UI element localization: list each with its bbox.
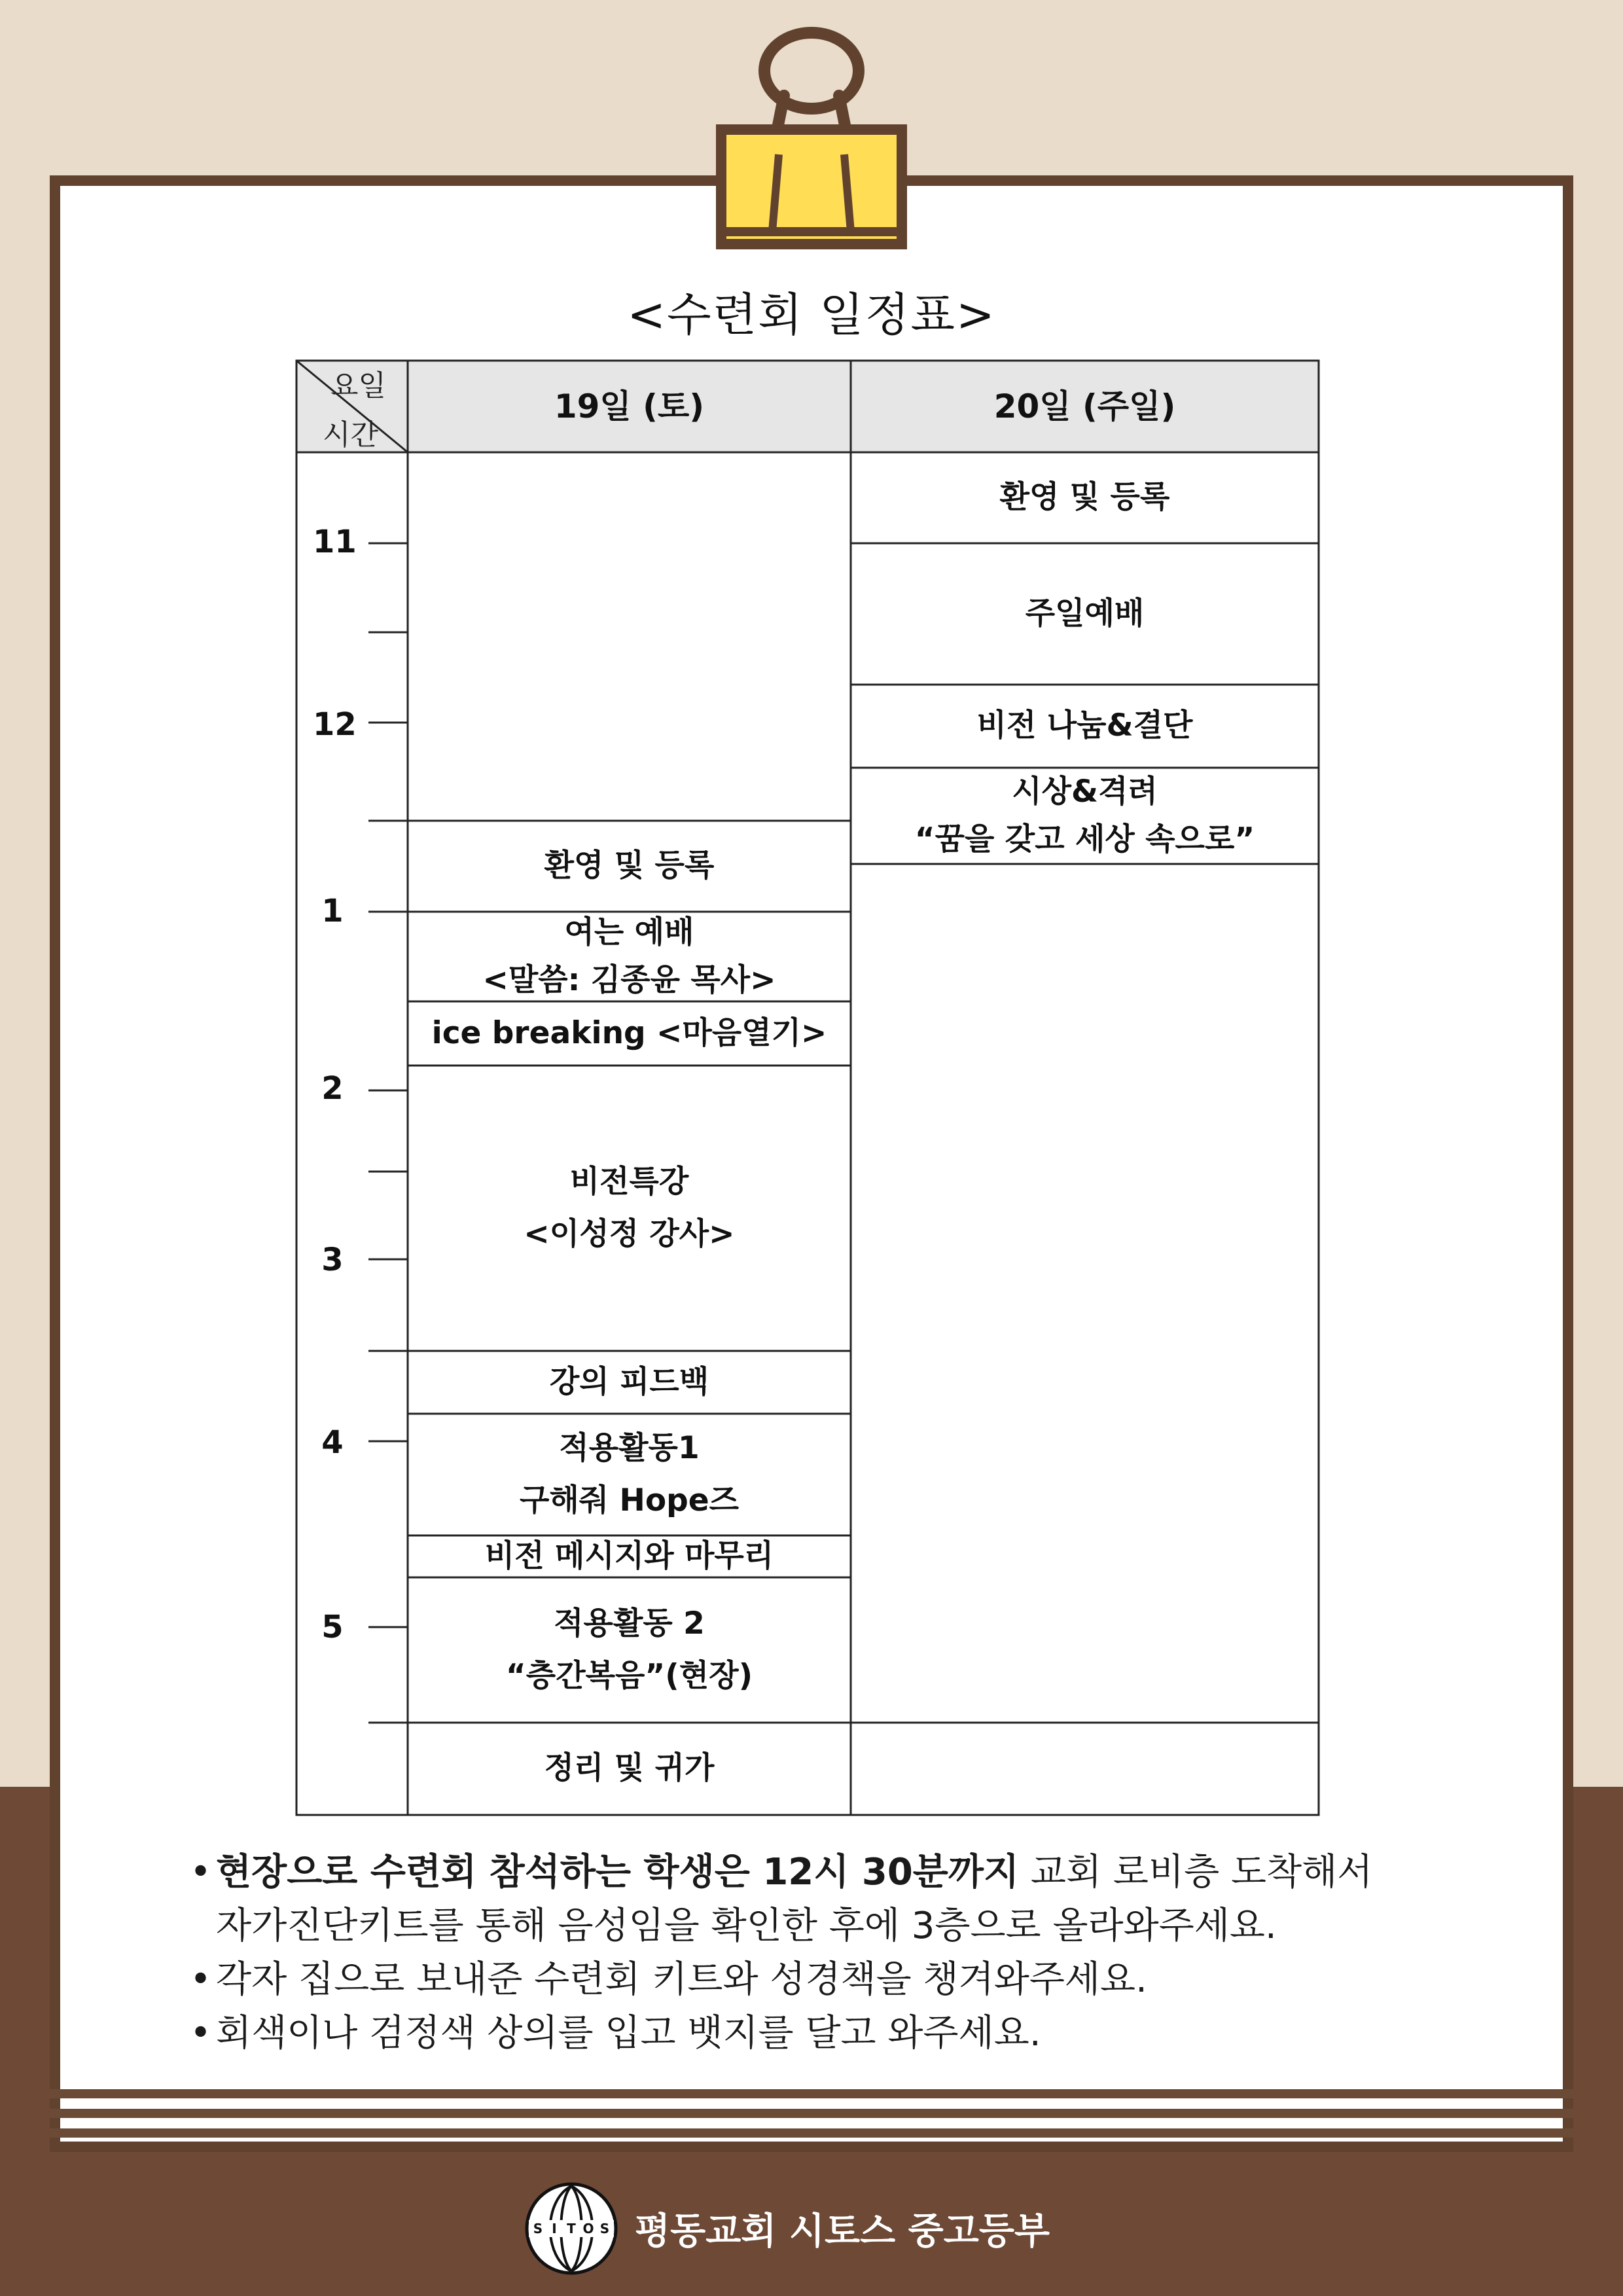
sunday-event-welcome: 환영 및 등록 — [999, 479, 1170, 516]
saturday-event-vision-message: 비전 메시지와 마무리 — [484, 1537, 774, 1574]
logo-letter: T — [567, 2221, 576, 2236]
saturday-event-activity-2: 적용활동 2 “층간복음”(현장) — [505, 1605, 753, 1694]
note-item: • 현장으로 수련회 참석하는 학생은 12시 30분까지 교회 로비층 도착해서 자가진단키트를 통해 음성임을 확인한 후에 3층으로 올라와주세요. — [190, 1846, 1499, 1953]
column-header-saturday: 19일 (토) — [554, 387, 705, 425]
hour-label: 1 — [321, 893, 344, 929]
corner-label-day: 요일 — [330, 369, 387, 403]
hour-label: 5 — [321, 1609, 344, 1645]
hour-label: 11 — [313, 524, 357, 560]
logo-letter: S — [599, 2221, 610, 2236]
footer-church-name: 평동교회 시토스 중고등부 — [635, 2210, 1050, 2253]
saturday-event-welcome: 환영 및 등록 — [544, 848, 715, 884]
saturday-event-cleanup: 정리 및 귀가 — [544, 1750, 715, 1787]
hour-label: 2 — [321, 1070, 344, 1107]
notes-list — [190, 1846, 1499, 2060]
saturday-event-activity-1: 적용활동1 구해줘 Hope즈 — [519, 1430, 740, 1518]
logo-letter: I — [552, 2221, 557, 2236]
page-title: <수련회 일정표> — [627, 288, 996, 342]
note-item: • 각자 집으로 보내준 수련회 키트와 성경책을 챙겨와주세요. — [190, 1953, 1499, 2007]
sunday-event-worship: 주일예배 — [1025, 595, 1145, 632]
sunday-event-awards: 시상&격려 “꿈을 갖고 세상 속으로” — [914, 773, 1255, 857]
note-item: • 회색이나 검정색 상의를 입고 뱃지를 달고 와주세요. — [190, 2007, 1499, 2060]
saturday-event-vision-lecture: 비전특강 <이성정 강사> — [524, 1164, 735, 1252]
divider-stripe — [50, 2128, 1573, 2138]
hour-label: 4 — [321, 1424, 344, 1461]
sitos-logo-icon — [524, 2181, 619, 2276]
corner-label-time: 시간 — [323, 418, 379, 452]
column-header-sunday: 20일 (주일) — [993, 387, 1176, 425]
saturday-event-opening-worship: 여는 예배 <말씀: 김종윤 목사> — [482, 914, 776, 998]
footer — [524, 2179, 1050, 2278]
saturday-event-ice-breaking: ice breaking <마음열기> — [431, 1014, 827, 1051]
hour-label: 12 — [313, 706, 357, 743]
hour-label: 3 — [321, 1242, 344, 1278]
logo-letter: O — [582, 2221, 594, 2236]
saturday-event-lecture-feedback: 강의 피드백 — [549, 1363, 709, 1400]
logo-letter: S — [533, 2221, 543, 2236]
divider-stripe — [50, 2089, 1573, 2098]
sunday-event-vision-sharing: 비전 나눔&결단 — [976, 708, 1193, 744]
divider-stripe — [50, 2109, 1573, 2118]
